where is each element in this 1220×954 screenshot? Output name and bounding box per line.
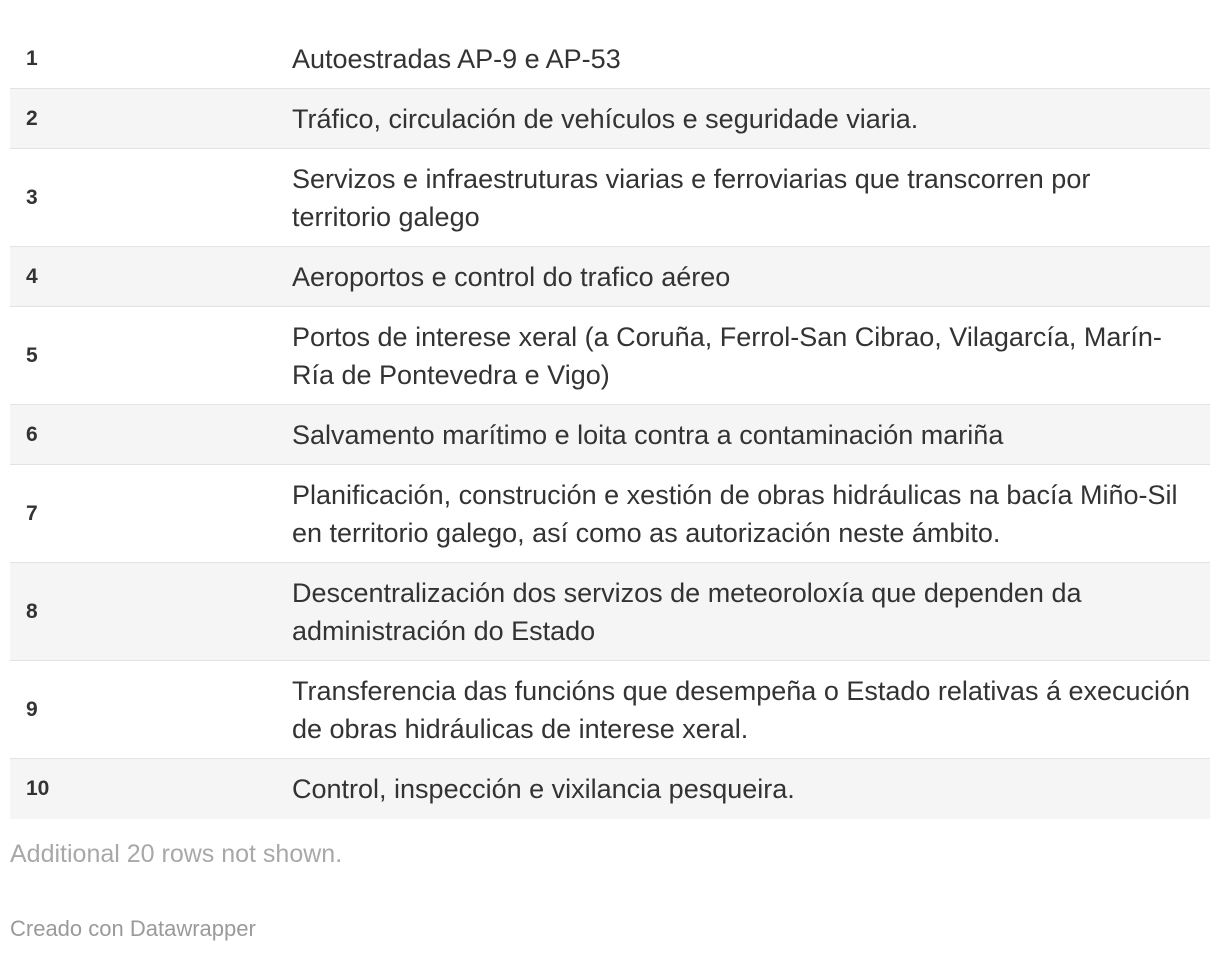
row-text: Aeroportos e control do trafico aéreo — [292, 261, 731, 292]
table-row — [10, 30, 1210, 89]
table-row — [10, 149, 1210, 247]
row-number: 7 — [26, 501, 38, 525]
table-row — [10, 563, 1210, 661]
row-text: Planificación, construción e xestión de obras hidráulicas na bacía Miño-Sil en territorio galego, así como as autorización neste ámbito. — [292, 479, 1178, 548]
row-number: 4 — [26, 264, 38, 288]
row-text: Salvamento marítimo e loita contra a contaminación mariña — [292, 419, 1004, 450]
row-text: Tráfico, circulación de vehículos e seguridade viaria. — [292, 103, 919, 134]
row-number: 3 — [26, 185, 38, 209]
row-text: Control, inspección e vixilancia pesqueira. — [292, 774, 795, 804]
row-text: Descentralización dos servizos de meteoroloxía que dependen da administración do Estado — [292, 577, 1082, 646]
datawrapper-credit: Creado con Datawrapper — [10, 916, 256, 941]
row-number: 5 — [26, 343, 38, 367]
row-number: 2 — [26, 106, 38, 130]
additional-rows-note: Additional 20 rows not shown. — [10, 840, 343, 868]
data-table — [10, 30, 1210, 819]
table-row — [10, 405, 1210, 465]
table-row — [10, 465, 1210, 563]
row-number: 9 — [26, 697, 38, 721]
row-number: 10 — [26, 777, 50, 800]
row-text: Portos de interese xeral (a Coruña, Ferrol-San Cibrao, Vilagarcía, Marín-Ría de Pontevedra e Vigo) — [292, 321, 1162, 390]
table-row — [10, 759, 1210, 819]
table-row — [10, 661, 1210, 759]
row-number: 1 — [26, 47, 38, 70]
row-number: 6 — [26, 422, 38, 446]
table-row — [10, 247, 1210, 307]
row-text: Autoestradas AP-9 e AP-53 — [292, 44, 621, 74]
row-text: Servizos e infraestruturas viarias e ferroviarias que transcorren por territorio galego — [292, 163, 1091, 232]
row-number: 8 — [26, 599, 38, 623]
table-row — [10, 307, 1210, 405]
row-text: Transferencia das funcións que desempeña o Estado relativas á execución de obras hidráulicas de interese xeral. — [292, 675, 1191, 744]
table-row — [10, 89, 1210, 149]
